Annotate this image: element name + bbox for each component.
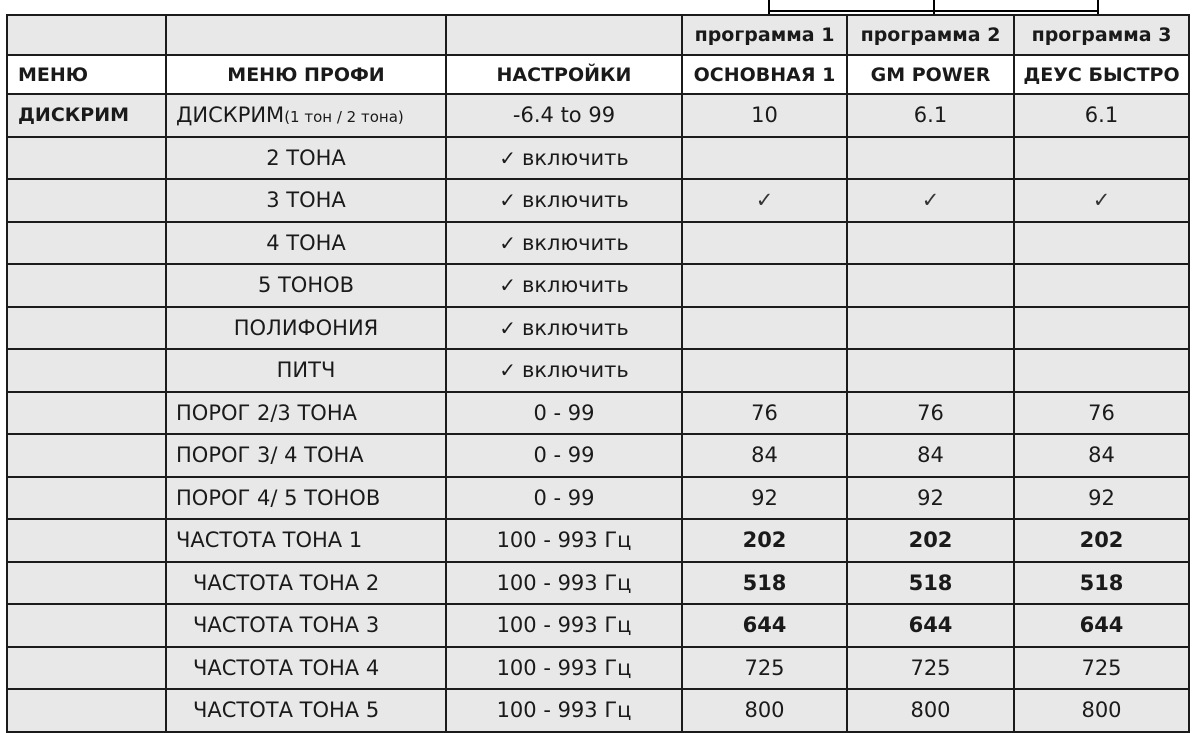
setting-cell (446, 392, 682, 435)
program-value-cell (682, 647, 847, 690)
program-value-cell (847, 392, 1014, 435)
profi-column-header: МЕНЮ ПРОФИ (166, 55, 446, 94)
program-value-cell (847, 349, 1014, 392)
setting-value: 0 - 99 (533, 400, 595, 425)
program-value: 84 (917, 443, 944, 468)
program-name: ДЕУС БЫСТРО (1014, 55, 1189, 94)
setting-value: 100 - 993 Гц (496, 570, 632, 595)
program-value-cell (682, 434, 847, 477)
program-value-cell (682, 137, 847, 180)
setting-cell (446, 94, 682, 137)
program-value-cell (1014, 562, 1189, 605)
program-value: 6.1 (1084, 103, 1119, 128)
program-value: 202 (742, 528, 787, 553)
menu-cell (7, 349, 166, 392)
setting-value: -6.4 to 99 (512, 103, 616, 128)
table-row (7, 179, 1189, 222)
setting-cell (446, 307, 682, 350)
profi-cell (166, 519, 446, 562)
program-value: 6.1 (913, 103, 948, 128)
program-value: 84 (751, 443, 778, 468)
program-value-cell (847, 604, 1014, 647)
checkmark-icon: ✓ (755, 188, 774, 213)
program-value-cell (1014, 137, 1189, 180)
setting-value: включить (521, 315, 629, 340)
program-value-cell (1014, 307, 1189, 350)
table-row (7, 137, 1189, 180)
profi-label: ПОРОГ 4/ 5 ТОНОВ (176, 485, 381, 510)
setting-value: 100 - 993 Гц (496, 655, 632, 680)
profi-label: ЧАСТОТА ТОНА 3 (193, 613, 380, 638)
setting-value: 0 - 99 (533, 443, 595, 468)
program-value: 84 (1088, 443, 1115, 468)
program-value: 92 (917, 485, 944, 510)
checkmark-icon: ✓ (499, 358, 516, 383)
profi-label: ЧАСТОТА ТОНА 4 (193, 655, 380, 680)
setting-value: 0 - 99 (533, 485, 595, 510)
table-row (7, 519, 1189, 562)
setting-cell (446, 179, 682, 222)
empty-header-cell (7, 15, 166, 55)
program-value-cell (1014, 264, 1189, 307)
program-value-cell (682, 94, 847, 137)
program-value-cell (682, 562, 847, 605)
settings-table (6, 14, 1190, 733)
setting-cell (446, 264, 682, 307)
setting-cell (446, 562, 682, 605)
setting-value: включить (521, 273, 629, 298)
program-value: 644 (1079, 613, 1124, 638)
program-value-cell (1014, 689, 1189, 732)
program-value: 92 (751, 485, 778, 510)
menu-cell (7, 562, 166, 605)
profi-label: ПИТЧ (276, 358, 336, 383)
profi-label: ЧАСТОТА ТОНА 5 (193, 698, 380, 723)
menu-cell (7, 689, 166, 732)
empty-header-cell (446, 15, 682, 55)
table-row (7, 562, 1189, 605)
setting-cell (446, 222, 682, 265)
profi-cell (166, 562, 446, 605)
program-value-cell (682, 349, 847, 392)
program-value-cell (847, 434, 1014, 477)
program-value: 725 (1081, 655, 1122, 680)
program-label: программа 1 (682, 15, 847, 55)
program-value: 92 (1088, 485, 1115, 510)
setting-value: включить (521, 358, 629, 383)
menu-cell (7, 434, 166, 477)
program-value: 202 (908, 528, 953, 553)
checkmark-icon: ✓ (921, 188, 940, 213)
program-value: 800 (1081, 698, 1122, 723)
program-value-cell (1014, 179, 1189, 222)
program-name: ОСНОВНАЯ 1 (682, 55, 847, 94)
program-value-cell (682, 222, 847, 265)
checkmark-icon: ✓ (499, 145, 516, 170)
profi-label: ЧАСТОТА ТОНА 1 (176, 528, 363, 553)
setting-value: 100 - 993 Гц (496, 613, 632, 638)
menu-cell (7, 477, 166, 520)
profi-label: 5 ТОНОВ (257, 273, 355, 298)
top-connector-lines (0, 0, 1192, 14)
menu-cell (7, 222, 166, 265)
program-value: 725 (910, 655, 951, 680)
program-value-cell (1014, 604, 1189, 647)
setting-value: 100 - 993 Гц (496, 698, 632, 723)
profi-label: ПОРОГ 2/3 ТОНА (176, 400, 357, 425)
menu-cell (7, 647, 166, 690)
profi-cell (166, 222, 446, 265)
program-label: программа 2 (847, 15, 1014, 55)
program-value-cell (847, 94, 1014, 137)
program-value-cell (847, 477, 1014, 520)
program-value-cell (1014, 392, 1189, 435)
menu-cell (7, 264, 166, 307)
program-value-cell (682, 307, 847, 350)
program-value: 644 (908, 613, 953, 638)
menu-cell (7, 519, 166, 562)
menu-column-header: МЕНЮ (7, 55, 166, 94)
checkmark-icon: ✓ (499, 315, 516, 340)
program-name: GM POWER (847, 55, 1014, 94)
program-value-cell (1014, 519, 1189, 562)
profi-cell (166, 434, 446, 477)
menu-cell (7, 179, 166, 222)
table-row (7, 307, 1189, 350)
setting-cell (446, 689, 682, 732)
program-value-cell (682, 392, 847, 435)
program-value: 518 (908, 570, 953, 595)
program-value-cell (682, 179, 847, 222)
program-value-cell (1014, 94, 1189, 137)
setting-cell (446, 434, 682, 477)
setting-value: включить (521, 188, 629, 213)
profi-cell (166, 604, 446, 647)
profi-label: ДИСКРИМ (176, 103, 285, 128)
table-row (7, 434, 1189, 477)
profi-label: 3 ТОНА (266, 188, 346, 213)
program-value: 518 (742, 570, 787, 595)
setting-cell (446, 604, 682, 647)
table-header-row (7, 15, 1189, 55)
table-row (7, 349, 1189, 392)
profi-label: ПОЛИФОНИЯ (233, 315, 379, 340)
table-row (7, 689, 1189, 732)
program-value-cell (682, 477, 847, 520)
profi-label: ПОРОГ 3/ 4 ТОНА (176, 443, 364, 468)
profi-label: ЧАСТОТА ТОНА 2 (193, 570, 380, 595)
program-value: 518 (1079, 570, 1124, 595)
setting-cell (446, 137, 682, 180)
setting-cell (446, 349, 682, 392)
program-value-cell (1014, 434, 1189, 477)
program-value-cell (682, 604, 847, 647)
program-value: 644 (742, 613, 787, 638)
program-value-cell (1014, 477, 1189, 520)
table-row (7, 604, 1189, 647)
table-row (7, 222, 1189, 265)
checkmark-icon: ✓ (499, 230, 516, 255)
program-value-cell (847, 689, 1014, 732)
program-value: 76 (1088, 400, 1115, 425)
program-value-cell (847, 222, 1014, 265)
program-value-cell (1014, 222, 1189, 265)
program-value: 800 (744, 698, 785, 723)
program-value: 800 (910, 698, 951, 723)
setting-cell (446, 477, 682, 520)
menu-cell: ДИСКРИМ (7, 94, 166, 137)
table-row (7, 647, 1189, 690)
program-value-cell (847, 179, 1014, 222)
setting-cell (446, 647, 682, 690)
menu-cell (7, 392, 166, 435)
profi-cell (166, 689, 446, 732)
menu-cell (7, 137, 166, 180)
profi-cell (166, 477, 446, 520)
setting-cell (446, 519, 682, 562)
program-value: 76 (917, 400, 944, 425)
table-row (7, 264, 1189, 307)
program-value: 202 (1079, 528, 1124, 553)
profi-cell (166, 647, 446, 690)
settings-column-header: НАСТРОЙКИ (446, 55, 682, 94)
profi-cell (166, 179, 446, 222)
program-value: 10 (751, 103, 778, 128)
table-subheader-row (7, 55, 1189, 94)
profi-label: 4 ТОНА (266, 230, 346, 255)
profi-label: 2 ТОНА (266, 145, 346, 170)
setting-value: включить (521, 230, 629, 255)
profi-cell (166, 137, 446, 180)
program-value-cell (847, 519, 1014, 562)
profi-note: (1 тон / 2 тона) (284, 108, 404, 127)
program-value-cell (682, 519, 847, 562)
menu-cell (7, 604, 166, 647)
program-value-cell (1014, 349, 1189, 392)
profi-cell (166, 392, 446, 435)
checkmark-icon: ✓ (499, 273, 516, 298)
table-row (7, 477, 1189, 520)
program-value-cell (682, 689, 847, 732)
checkmark-icon: ✓ (499, 188, 516, 213)
connector-tick (1097, 0, 1099, 14)
program-value-cell (847, 647, 1014, 690)
setting-value: включить (521, 145, 629, 170)
profi-cell (166, 349, 446, 392)
profi-cell (166, 94, 446, 137)
program-value: 725 (744, 655, 785, 680)
program-value-cell (847, 562, 1014, 605)
connector-tick (933, 0, 935, 14)
table-row (7, 94, 1189, 137)
program-value-cell (1014, 647, 1189, 690)
program-value: 76 (751, 400, 778, 425)
program-value-cell (847, 137, 1014, 180)
program-value-cell (682, 264, 847, 307)
menu-cell (7, 307, 166, 350)
program-label: программа 3 (1014, 15, 1189, 55)
connector-tick (768, 0, 770, 14)
profi-cell (166, 307, 446, 350)
profi-cell (166, 264, 446, 307)
program-value-cell (847, 307, 1014, 350)
table-row (7, 392, 1189, 435)
empty-header-cell (166, 15, 446, 55)
setting-value: 100 - 993 Гц (496, 528, 632, 553)
table-body (7, 94, 1189, 732)
program-value-cell (847, 264, 1014, 307)
checkmark-icon: ✓ (1092, 188, 1111, 213)
